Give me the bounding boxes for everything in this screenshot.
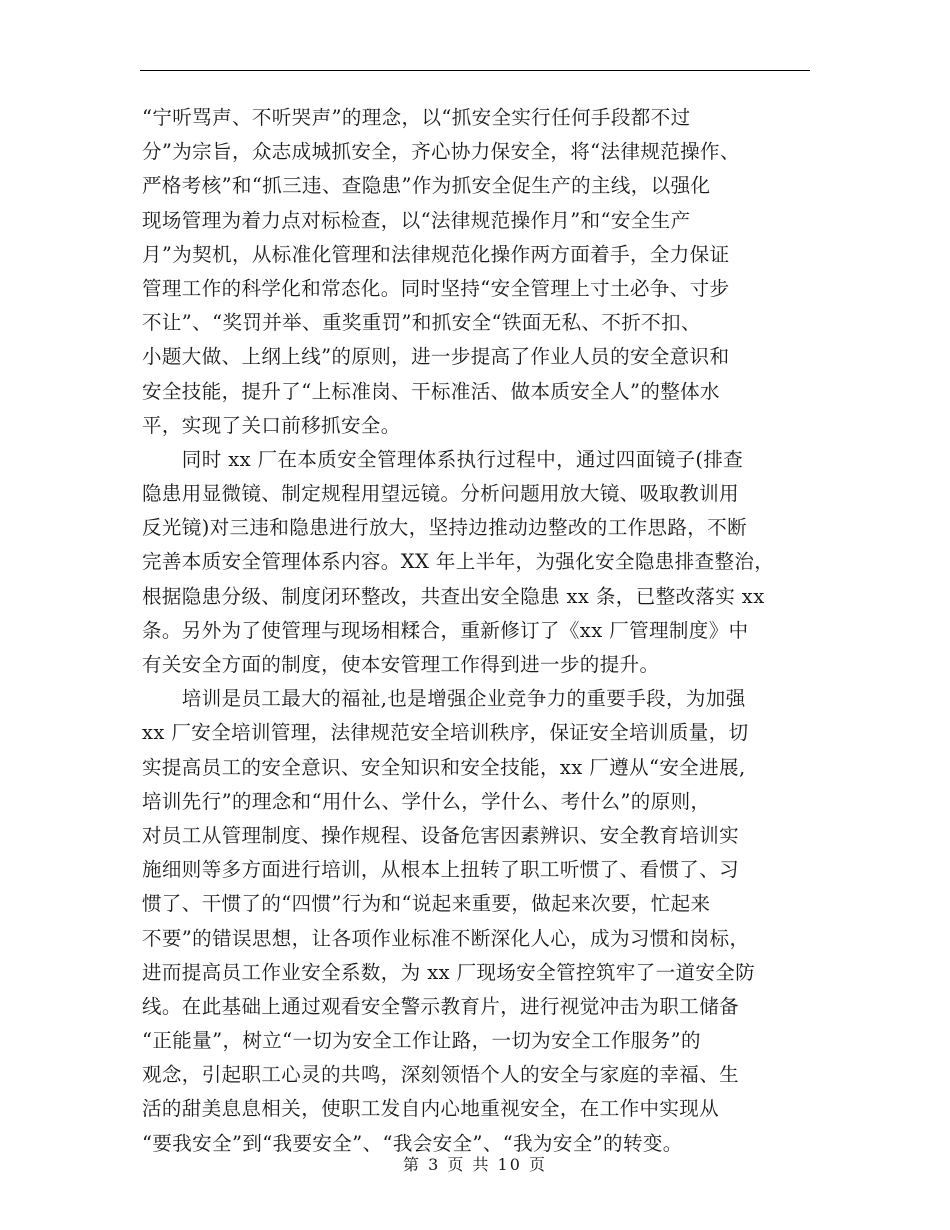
text-line: “宁听骂声、不听哭声”的理念，以“抓安全实行任何手段都不过 — [142, 106, 691, 129]
text-line: 培训是员工最大的福祉,也是增强企业竞争力的重要手段，为加强 — [142, 687, 746, 711]
text-line: 观念，引起职工心灵的共鸣，深刻领悟个人的安全与家庭的幸福、生 — [142, 1063, 740, 1087]
text-line: 施细则等多方面进行培训，从根本上扭转了职工听惯了、看惯了、习 — [142, 858, 740, 882]
text-line: “要我安全”到“我要安全”、“我会安全”、“我为安全”的转变。 — [142, 1131, 683, 1155]
text-line: 培训先行”的理念和“用什么、学什么，学什么、考什么”的原则， — [142, 789, 711, 813]
text-line: 有关安全方面的制度，使本安管理工作得到进一步的提升。 — [142, 653, 660, 676]
page-number-footer: 第 3 页 共 10 页 — [403, 1155, 547, 1174]
text-line: 平，实现了关口前移抓安全。 — [142, 413, 401, 437]
text-line: 不让”、“奖罚并举、重奖重罚”和抓安全“铁面无私、不折不扣、 — [142, 311, 701, 335]
text-line: 活的甜美息息相关，使职工发自内心地重视安全，在工作中实现从 — [142, 1097, 720, 1121]
document-body — [142, 101, 812, 1161]
text-line: 隐患用显微镜、制定规程用望远镜。分析问题用放大镜、吸取教训用 — [142, 482, 740, 506]
text-line: 实提高员工的安全意识、安全知识和安全技能，xx 厂遵从“安全进展, — [142, 755, 746, 779]
header-rule — [140, 70, 810, 71]
text-line: 分”为宗旨，众志成城抓安全，齐心协力保安全，将“法律规范操作、 — [142, 140, 740, 164]
text-line: 对员工从管理制度、操作规程、设备危害因素辨识、安全教育培训实 — [142, 823, 740, 847]
text-line: 进而提高员工作业安全系数，为 xx 厂现场安全管控筑牢了一道安全防 — [142, 960, 756, 984]
text-line: 现场管理为着力点对标检查，以“法律规范操作月”和“安全生产 — [142, 208, 691, 232]
text-line: 小题大做、上纲上线”的原则，进一步提高了作业人员的安全意识和 — [142, 345, 730, 369]
text-line: 安全技能，提升了“上标准岗、干标准活、做本质安全人”的整体水 — [142, 379, 720, 403]
text-line: 惯了、干惯了的“四惯”行为和“说起来重要，做起来次要，忙起来 — [142, 892, 711, 916]
text-line: xx 厂安全培训管理，法律规范安全培训秩序，保证安全培训质量，切 — [142, 721, 749, 745]
text-line: 条。另外为了使管理与现场相糅合，重新修订了《xx 厂管理制度》中 — [142, 618, 749, 642]
text-line: 严格考核”和“抓三违、查隐患”作为抓安全促生产的主线，以强化 — [142, 174, 711, 198]
text-line: 线。在此基础上通过观看安全警示教育片，进行视觉冲击为职工储备 — [142, 994, 740, 1018]
text-line: “正能量”，树立“一切为安全工作让路，一切为安全工作服务”的 — [142, 1029, 701, 1053]
text-line: 不要”的错误思想，让各项作业标准不断深化人心，成为习惯和岗标， — [142, 926, 750, 950]
text-line: 根据隐患分级、制度闭环整改，共查出安全隐患 xx 条，已整改落实 xx — [142, 584, 765, 608]
text-line: 完善本质安全管理体系内容。XX 年上半年，为强化安全隐患排查整治， — [142, 550, 775, 574]
text-line: 反光镜)对三违和隐患进行放大，坚持边推动边整改的工作思路，不断 — [142, 516, 748, 540]
text-line: 管理工作的科学化和常态化。同时坚持“安全管理上寸土必争、寸步 — [142, 276, 730, 300]
text-line: 同时 xx 厂在本质安全管理体系执行过程中，通过四面镜子(排查 — [142, 447, 744, 471]
text-line: 月”为契机，从标准化管理和法律规范化操作两方面着手，全力保证 — [142, 242, 730, 266]
